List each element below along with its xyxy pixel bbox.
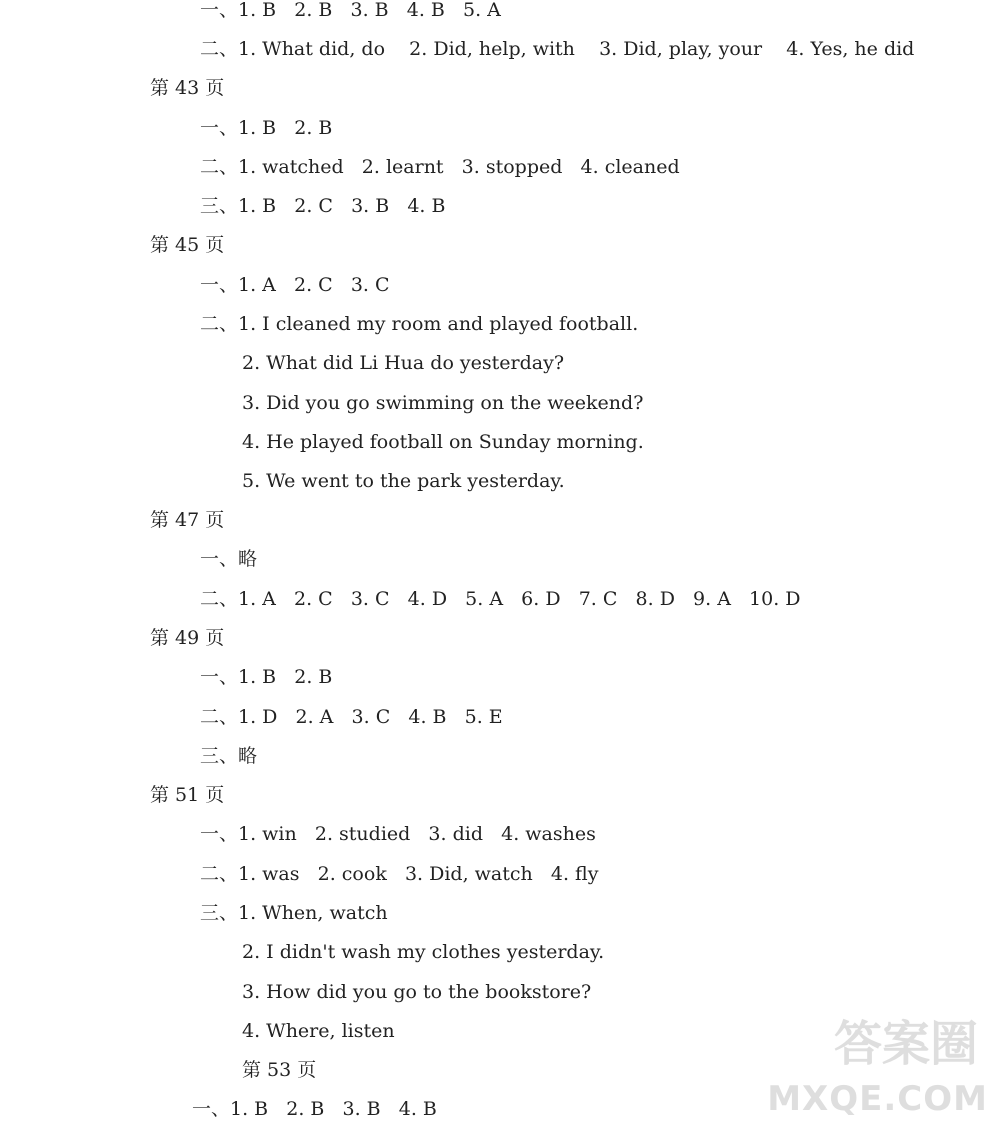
answer-line: 一、1. win 2. studied 3. did 4. washes bbox=[200, 823, 596, 845]
answer-line: 三、1. When, watch bbox=[200, 902, 388, 924]
answer-line: 二、1. What did, do 2. Did, help, with 3. Did, play, your 4. Yes, he did bbox=[200, 38, 915, 60]
page-number-heading: 第 43 页 bbox=[150, 77, 225, 99]
page-number-heading: 第 51 页 bbox=[150, 784, 225, 806]
answer-subline: 3. Did you go swimming on the weekend? bbox=[242, 392, 644, 414]
answer-line: 一、1. A 2. C 3. C bbox=[200, 274, 390, 296]
answer-line: 二、1. was 2. cook 3. Did, watch 4. fly bbox=[200, 863, 599, 885]
answer-subline: 2. What did Li Hua do yesterday? bbox=[242, 352, 565, 374]
page-number-heading: 第 45 页 bbox=[150, 234, 225, 256]
watermark-logo: 答案圈 bbox=[833, 1016, 978, 1072]
answer-line: 二、1. D 2. A 3. C 4. B 5. E bbox=[200, 706, 503, 728]
answer-line: 二、1. watched 2. learnt 3. stopped 4. cleaned bbox=[200, 156, 680, 178]
site-watermark bbox=[767, 1005, 988, 1125]
answer-line: 二、1. A 2. C 3. C 4. D 5. A 6. D 7. C 8. D 9. A 10. D bbox=[200, 588, 801, 610]
answer-line: 一、1. B 2. B bbox=[200, 117, 333, 139]
page-number-heading: 第 49 页 bbox=[150, 627, 225, 649]
answer-subline: 3. How did you go to the bookstore? bbox=[242, 981, 592, 1003]
page-number-heading: 第 53 页 bbox=[242, 1059, 317, 1081]
answer-line: 一、略 bbox=[200, 548, 258, 570]
answer-subline: 5. We went to the park yesterday. bbox=[242, 470, 565, 492]
watermark-domain: MXQE.COM bbox=[767, 1079, 988, 1119]
answer-line: 三、略 bbox=[200, 745, 258, 767]
answer-subline: 2. I didn't wash my clothes yesterday. bbox=[242, 941, 605, 963]
page-number-heading: 第 47 页 bbox=[150, 509, 225, 531]
answer-line: 二、1. I cleaned my room and played football. bbox=[200, 313, 639, 335]
answer-subline: 4. Where, listen bbox=[242, 1020, 395, 1042]
answer-line: 一、1. B 2. B bbox=[200, 666, 333, 688]
answer-line: 一、1. B 2. B 3. B 4. B 5. A bbox=[200, 0, 501, 21]
answer-line: 三、1. B 2. C 3. B 4. B bbox=[200, 195, 446, 217]
answer-line: 一、1. B 2. B 3. B 4. B bbox=[192, 1098, 437, 1120]
answer-subline: 4. He played football on Sunday morning. bbox=[242, 431, 644, 453]
